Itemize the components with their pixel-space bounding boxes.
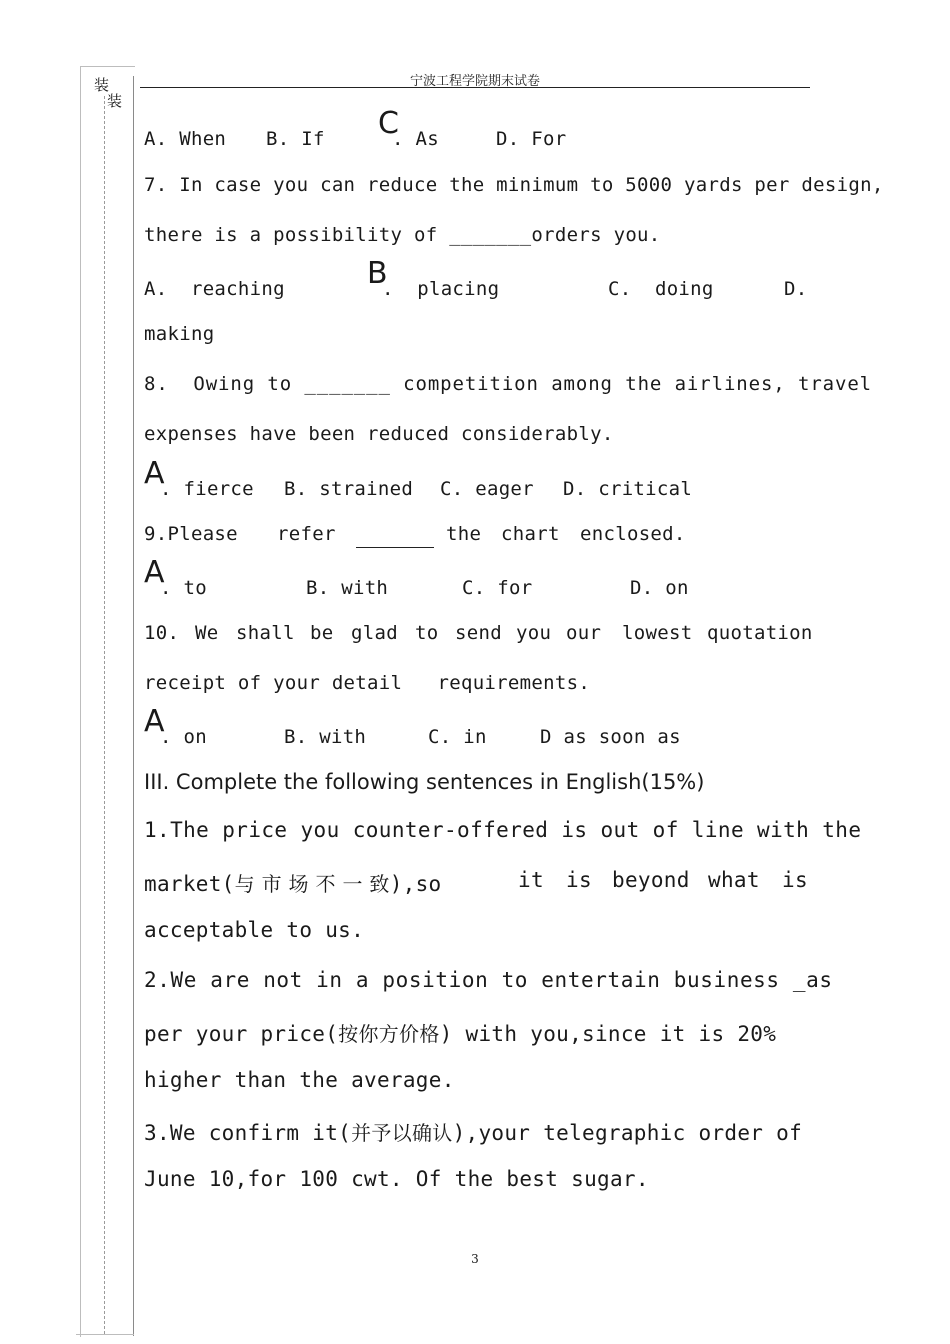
s1-word-beyond: beyond (612, 868, 690, 892)
q7-answer-letter: B (367, 256, 388, 291)
q8-option-b: B. strained (284, 478, 414, 500)
binding-char-top: 装 (94, 76, 110, 94)
s1-word-is: is (566, 868, 592, 892)
q8-text-b: competition among the airlines, travel (390, 373, 873, 395)
binding-char-bottom: 装 (107, 92, 123, 110)
s2-line-1: 2.We are not in a position to entertain business _as (144, 968, 833, 992)
page-number: 3 (471, 1252, 479, 1266)
binding-solid-line (133, 76, 134, 1336)
q7-option-d: D. (784, 278, 808, 300)
q6-option-d: D. For (496, 128, 567, 150)
q7-blank: _______ (449, 224, 532, 246)
s1-text-b: ),so (389, 872, 442, 896)
q8-option-a: . fierce (160, 478, 254, 500)
s2-text-b: ) with you,since it is 20% (439, 1022, 777, 1046)
q10-option-b: B. with (284, 726, 367, 748)
q7-text-b: orders you. (531, 224, 661, 246)
s1-word-it: it (518, 868, 544, 892)
q6-option-c: . As (392, 128, 439, 150)
s1-word-what: what (708, 868, 760, 892)
page-header-title: 宁波工程学院期末试卷 (409, 74, 540, 89)
q10-option-a: . on (160, 726, 207, 748)
q6-option-b: B. If (266, 128, 325, 150)
q6-answer-letter: C (378, 106, 399, 141)
q10-word-7: you (516, 622, 552, 644)
s2-text-a: per your price( (144, 1022, 339, 1046)
s1-chinese: 与 市 场 不 一 致 (234, 872, 390, 896)
q10-word-9: lowest (622, 622, 693, 644)
s1-text-a: market( (144, 872, 235, 896)
q7-option-d-cont: making (144, 323, 215, 345)
q8-line-2: expenses have been reduced considerably. (144, 423, 614, 445)
s3-chinese: 并予以确认 (351, 1121, 453, 1145)
q7-option-c: C. doing (608, 278, 714, 300)
q10-line-2: receipt of your detail requirements. (144, 672, 591, 694)
q7-option-a: A. reaching (144, 278, 285, 300)
q10-word-2: shall (236, 622, 295, 644)
q10-option-d: D as soon as (540, 726, 681, 748)
s1-line-3: acceptable to us. (144, 918, 365, 942)
s3-line-1 (144, 1117, 802, 1146)
q8-text-a: 8. Owing to (144, 373, 305, 395)
q9-blank (356, 529, 434, 548)
q8-option-d: D. critical (563, 478, 693, 500)
section-3-heading: III. Complete the following sentences in English(15%) (144, 770, 705, 794)
s2-line-2 (144, 1018, 776, 1047)
q10-word-4: glad (351, 622, 398, 644)
q8-answer-letter: A (144, 456, 165, 491)
header-rule (140, 87, 810, 88)
q10-word-10: quotation (707, 622, 813, 644)
q10-word-1: We (195, 622, 219, 644)
s2-chinese: 按你方价格 (338, 1022, 440, 1046)
binding-margin (80, 66, 134, 1336)
s1-line-1: 1.The price you counter-offered is out of line with the (144, 818, 862, 842)
s3-text-b: ),your telegraphic order of (452, 1121, 803, 1145)
s3-line-2: June 10,for 100 cwt. Of the best sugar. (144, 1167, 649, 1191)
q10-word-0: 10. (144, 622, 180, 644)
q10-word-6: send (455, 622, 502, 644)
q7-line-2 (144, 224, 661, 246)
s1-line-2 (144, 868, 441, 897)
q7-line-1: 7. In case you can reduce the minimum to 5000 yards per design, (144, 174, 884, 196)
q8-option-c: C. eager (440, 478, 534, 500)
q9-word-1: 9.Please (144, 523, 238, 545)
q9-answer-letter: A (144, 555, 165, 590)
q9-word-3: the (446, 523, 482, 545)
q10-word-3: be (310, 622, 334, 644)
binding-dashed-line (104, 96, 105, 1334)
s3-text-a: 3.We confirm it( (144, 1121, 352, 1145)
q6-option-a: A. When (144, 128, 227, 150)
q10-word-5: to (415, 622, 439, 644)
q9-option-d: D. on (630, 577, 689, 599)
s1-word-is-2: is (782, 868, 808, 892)
q7-option-b: . placing (382, 278, 500, 300)
q10-word-8: our (566, 622, 602, 644)
q9-word-5: enclosed. (580, 523, 686, 545)
s2-line-3: higher than the average. (144, 1068, 455, 1092)
q10-answer-letter: A (144, 704, 165, 739)
q9-word-4: chart (501, 523, 560, 545)
q9-word-2: refer (277, 523, 336, 545)
q8-blank: _______ (304, 373, 391, 395)
binding-outer-border (80, 66, 135, 1337)
binding-bottom-line (76, 1334, 134, 1335)
q10-option-c: C. in (428, 726, 487, 748)
q9-option-b: B. with (306, 577, 389, 599)
q9-option-c: C. for (462, 577, 533, 599)
q8-line-1 (144, 373, 872, 395)
q9-option-a: . to (160, 577, 207, 599)
q7-text-a: there is a possibility of (144, 224, 450, 246)
